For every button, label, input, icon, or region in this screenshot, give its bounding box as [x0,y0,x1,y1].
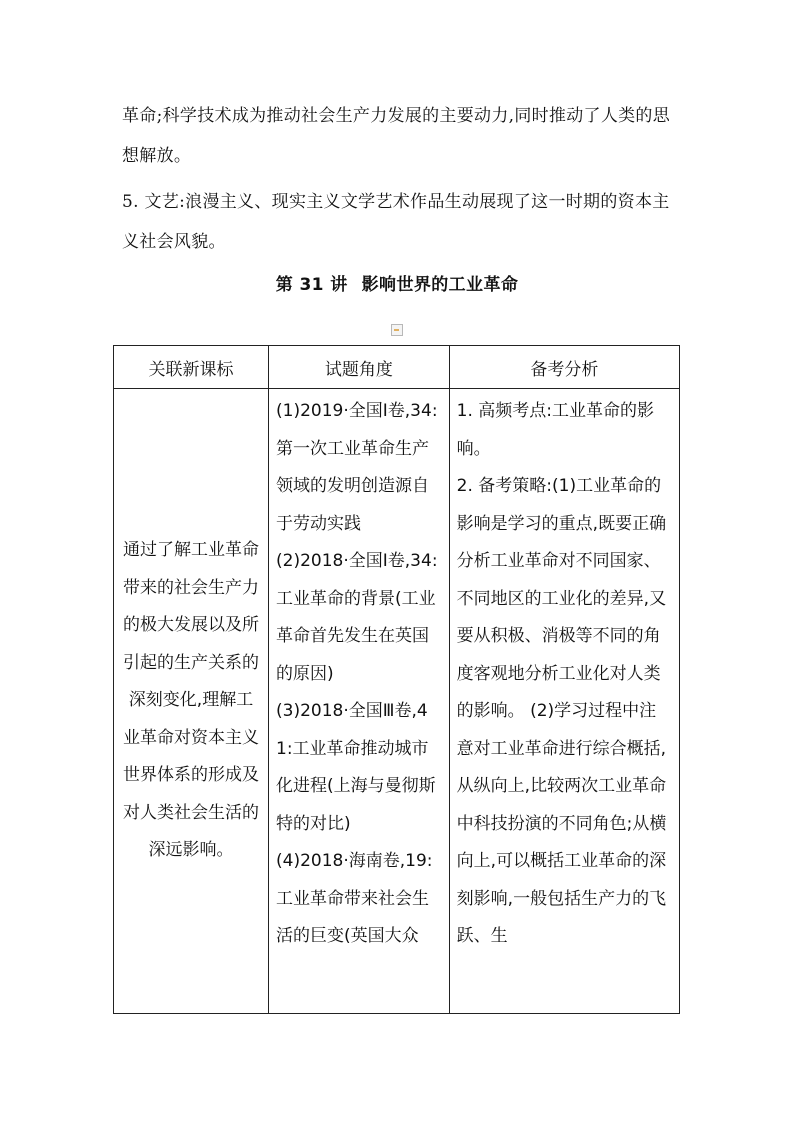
lecture-number: 第 31 讲 [275,275,348,295]
paragraph-literature-text: 浪漫主义、现实主义文学艺术作品生动展现了这一时期的资本主义社会风貌。 [122,192,670,252]
table-header-row [114,346,680,389]
header-standard: 关联新课标 [114,346,269,389]
analysis-item: 2. 备考策略:(1)工业革命的影响是学习的重点,既要正确分析工业革命对不同国家、不同地区的工业化的差异,又要从积极、消极等不同的角度客观地分析工业化对人类的影响。 (2)学习过程中注意对工业革命进行综合概括,从纵向上,比较两次工业革命中科技扮演的不同角色;从横向上,可以概括工业革命的深刻影响,一般包括生产力的飞跃、生 [456,476,667,946]
paragraph-literature [122,182,682,262]
standard-text: 通过了解工业革命带来的社会生产力的极大发展以及所引起的生产关系的深刻变化,理解工业革命对资本主义世界体系的形成及对人类社会生活的深远影响。 [123,540,259,861]
analysis-cell [449,389,679,1014]
angle-item: (1)2019·全国Ⅰ卷,34:第一次工业革命生产领域的发明创造源自于劳动实践 [276,401,438,534]
lecture-name: 影响世界的工业革命 [361,275,519,295]
angle-list [269,389,449,956]
analysis-item: 1. 高频考点:工业革命的影响。 [456,401,655,459]
lecture-title [0,270,794,295]
paragraph-continuation: 革命;科学技术成为推动社会生产力发展的主要动力,同时推动了人类的思想解放。 [122,106,671,166]
angle-item: (4)2018·海南卷,19:工业革命带来社会生活的巨变(英国大众 [276,851,433,946]
table-row [114,389,680,1014]
standard-cell [114,389,269,1014]
syllabus-table [113,345,680,1014]
angle-cell [269,389,450,1014]
header-angle: 试题角度 [269,346,450,389]
angle-item: (3)2018·全国Ⅲ卷,41:工业革命推动城市化进程(上海与曼彻斯特的对比) [276,701,436,834]
header-analysis: 备考分析 [449,346,679,389]
analysis-list [450,389,679,956]
angle-item: (2)2018·全国Ⅰ卷,34:工业革命的背景(工业革命首先发生在英国的原因) [276,551,438,684]
paragraph-literature-label: 5. 文艺: [122,192,186,212]
image-placeholder-icon [391,324,403,336]
